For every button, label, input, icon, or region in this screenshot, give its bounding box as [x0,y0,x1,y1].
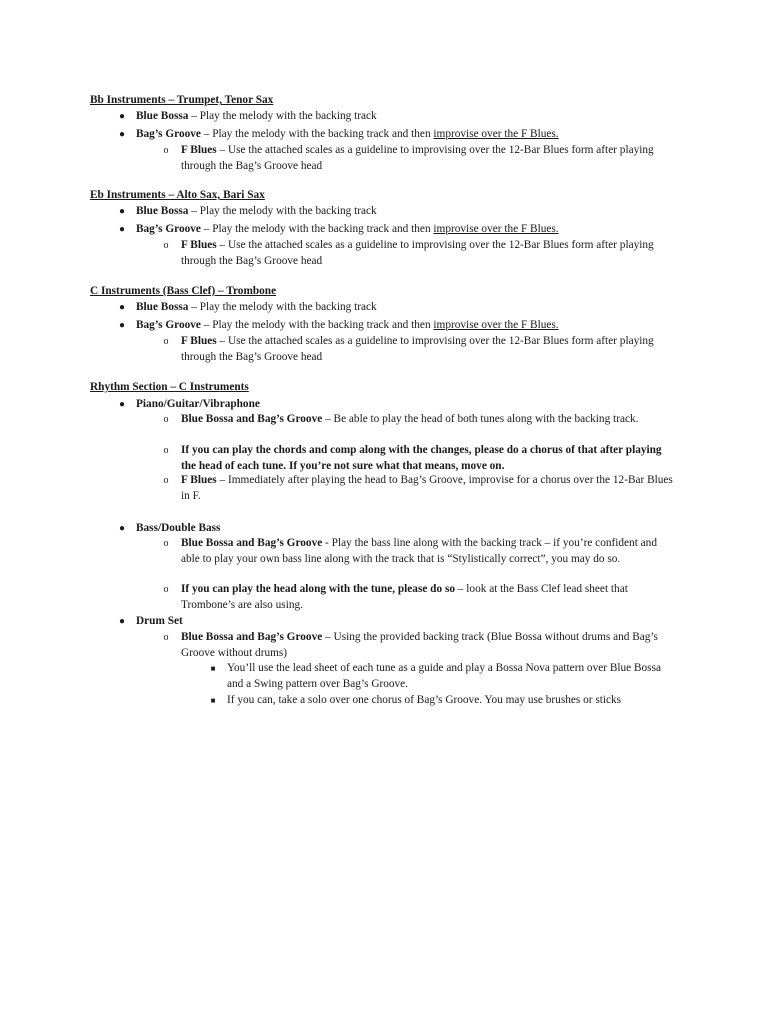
sub-list-item: o If you can play the chords and comp along with the changes, please do a chorus of that after playing the head of each tune. If you’re not sure what that means, move on. [181,443,676,474]
bullet-marker: ● [118,399,126,410]
square-marker: ■ [210,696,216,705]
bullet-marker: ● [118,523,126,534]
section-heading: Eb Instruments – Alto Sax, Bari Sax [90,189,265,201]
circle-marker: o [163,414,169,425]
list-item: ● Bag’s Groove – Play the melody with the backing track and then improvise over the F Blues. [136,127,676,143]
circle-marker: o [163,538,169,549]
bullet-marker: ● [118,224,126,235]
bullet-marker: ● [118,302,126,313]
bullet-marker: ● [118,129,126,140]
list-item-bass: ● Bass/Double Bass [136,521,676,537]
improvise-link-text: improvise over the F Blues. [433,128,559,140]
improvise-link-text: improvise over the F Blues. [433,223,559,235]
list-item: ● Bag’s Groove – Play the melody with the backing track and then improvise over the F Blues. [136,222,676,238]
bullet-marker: ● [118,111,126,122]
sub-list-item: o Blue Bossa and Bag’s Groove – Be able to play the head of both tunes along with the backing track. [181,412,676,428]
circle-marker: o [163,145,169,156]
bullet-marker: ● [118,320,126,331]
list-item: ● Blue Bossa – Play the melody with the backing track [136,204,676,220]
list-item-piano: ● Piano/Guitar/Vibraphone [136,397,676,413]
section-heading: Rhythm Section – C Instruments [90,381,249,393]
improvise-link-text: improvise over the F Blues. [433,319,559,331]
list-item: ● Blue Bossa – Play the melody with the backing track [136,300,676,316]
sub-sub-list-item: ■ You’ll use the lead sheet of each tune as a guide and play a Bossa Nova pattern over Blue Bossa and a Swing pattern over Bag’s Groove. [227,661,676,692]
sub-list-item: o Blue Bossa and Bag’s Groove - Play the bass line along with the backing track – if you’re confident and able to play your own bass line along with the track that is “Stylistically correct”, you may do so. [181,536,676,567]
square-marker: ■ [210,664,216,673]
bullet-marker: ● [118,616,126,627]
section-heading: C Instruments (Bass Clef) – Trombone [90,285,277,297]
section-heading: Bb Instruments – Trumpet, Tenor Sax [90,94,274,106]
circle-marker: o [163,475,169,486]
sub-list-item: o F Blues – Use the attached scales as a guideline to improvising over the 12-Bar Blues form after playing through the Bag’s Groove head [181,238,676,269]
sub-list-item: o F Blues – Use the attached scales as a guideline to improvising over the 12-Bar Blues form after playing through the Bag’s Groove head [181,334,676,365]
list-item: ● Blue Bossa – Play the melody with the backing track [136,109,676,125]
circle-marker: o [163,584,169,595]
sub-list-item: o If you can play the head along with the tune, please do so – look at the Bass Clef lead sheet that Trombone’s are also using. [181,582,676,613]
sub-list-item: o F Blues – Use the attached scales as a guideline to improvising over the 12-Bar Blues form after playing through the Bag’s Groove head [181,143,676,174]
circle-marker: o [163,240,169,251]
sub-list-item: o F Blues – Immediately after playing the head to Bag’s Groove, improvise for a chorus over the 12-Bar Blues in F. [181,473,676,504]
sub-list-item: o Blue Bossa and Bag’s Groove – Using the provided backing track (Blue Bossa without drums and Bag’s Groove without drums) [181,630,676,661]
sub-sub-list-item: ■ If you can, take a solo over one chorus of Bag’s Groove. You may use brushes or sticks [227,693,676,709]
circle-marker: o [163,632,169,643]
list-item: ● Bag’s Groove – Play the melody with the backing track and then improvise over the F Blues. [136,318,676,334]
circle-marker: o [163,336,169,347]
list-item-drums: ● Drum Set [136,614,676,630]
bullet-marker: ● [118,206,126,217]
circle-marker: o [163,445,169,456]
